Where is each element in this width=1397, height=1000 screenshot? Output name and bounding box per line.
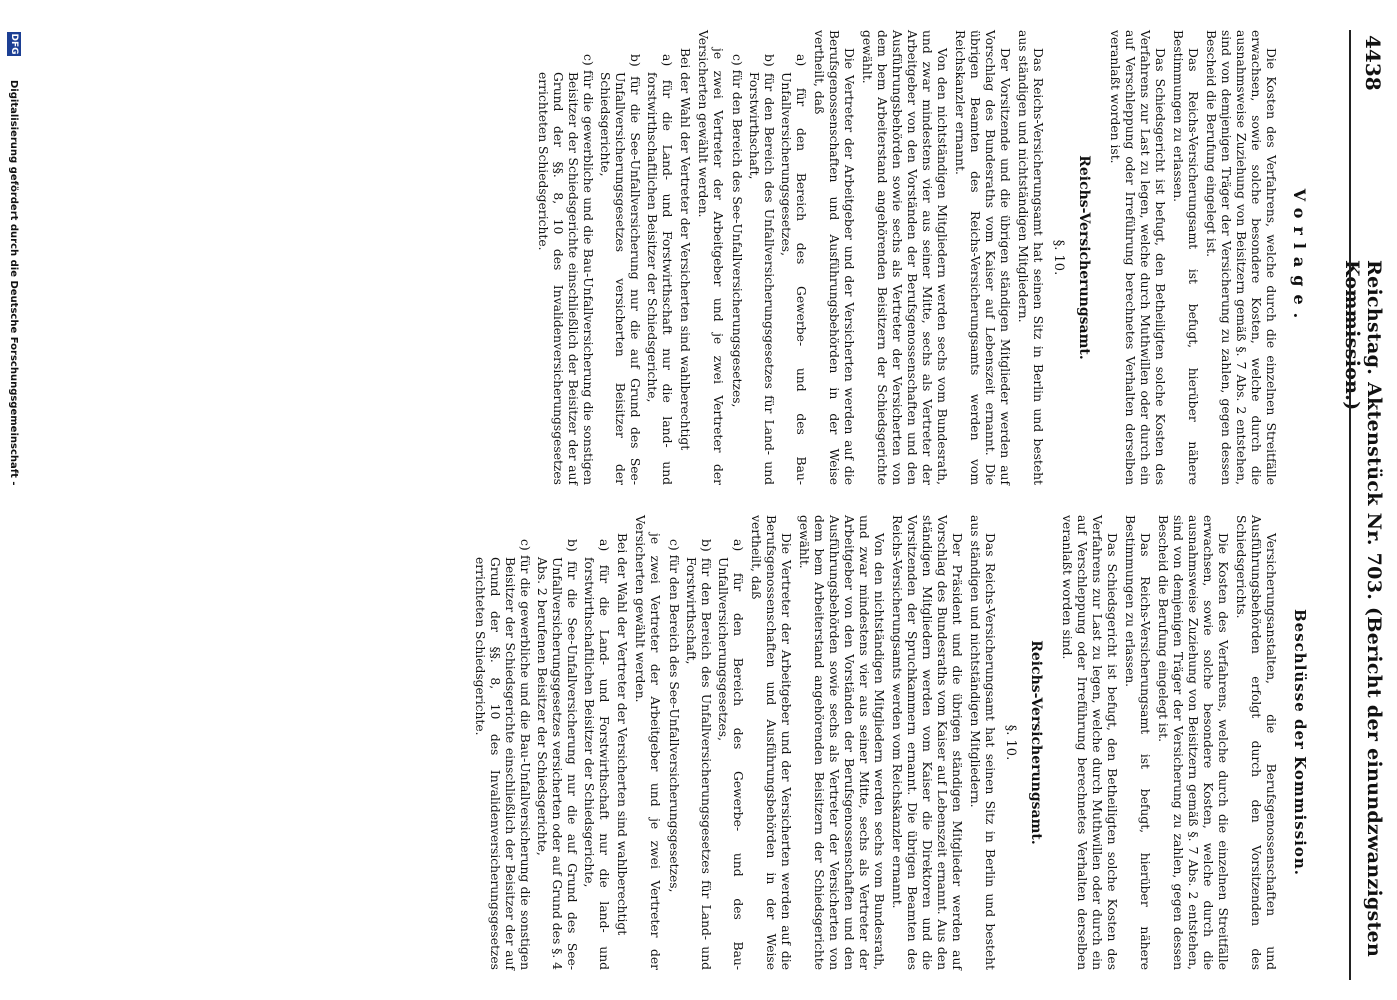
list bbox=[666, 515, 745, 970]
list-item: a) für die Land- und Forstwirthschaft nur die land- und forstwirthschaftlichen Beisitzer der Schiedsgerichte, bbox=[582, 539, 611, 970]
column-title: Beschlüsse der Kommission. bbox=[1291, 609, 1309, 876]
page-number: 4438 bbox=[1361, 35, 1385, 91]
dfg-logo-icon: DFG bbox=[9, 33, 19, 55]
paragraph: Die Vertreter der Arbeitgeber und der Versicherten werden auf die Berufsgenossenschaften und Ausführungsbehörden in der Weise vertheilt, daß bbox=[812, 30, 856, 485]
list-item: c) für die gewerbliche und die Bau-Unfallversicherung die sonstigen Beisitzer der Schiedsgerichte einschließlich der Beisitzer der auf Grund der §§. 8, 10 des Invalidenversicherungsgesetzes errichteten Schiedsgerichte. bbox=[473, 539, 532, 970]
header-rule bbox=[1349, 30, 1351, 980]
paragraph: Das Reichs-Versicherungsamt ist befugt, hierüber nähere Bestimmungen zu erlassen. bbox=[1123, 515, 1152, 970]
list-item: c) für den Bereich des See-Unfallversicherungsgesetzes, bbox=[730, 54, 744, 408]
paragraph: Die Kosten des Verfahrens, welche durch die einzelnen Streitfälle erwachsen, sowie solche besondere Kosten, welche durch die ausnahmsweise Zuziehung von Beisitzern gemäß §. 7 Abs. 2 entstehen, sind von demjenigen Träger der Versicherung zu zahlen, gegen dessen Bescheid die Berufung eingelegt ist. bbox=[1156, 515, 1230, 970]
list bbox=[472, 515, 611, 970]
paragraph: Bei der Wahl der Vertreter der Versicherten sind wahlberechtigt bbox=[678, 48, 692, 451]
digitization-credit: Digitalisierung gefördert durch die Deutsche Forschungsgemeinschaft - bbox=[8, 80, 19, 486]
paragraph: Bei der Wahl der Vertreter der Versicherten sind wahlberechtigt bbox=[615, 533, 629, 936]
paragraph: Das Reichs-Versicherungsamt hat seinen Sitz in Berlin und besteht aus ständigen und nichtständigen Mitgliedern. bbox=[1016, 30, 1045, 485]
paragraph: Das Reichs-Versicherungsamt hat seinen Sitz in Berlin und besteht aus ständigen und nichtständigen Mitgliedern. bbox=[968, 515, 997, 970]
header-title: Reichstag. Aktenstück Nr. 703. (Bericht der einundzwanzigsten Kommission.) bbox=[1341, 260, 1385, 958]
list bbox=[535, 30, 674, 485]
paragraph-number: §. 10. bbox=[1051, 239, 1066, 276]
page-header bbox=[1337, 0, 1397, 1000]
paragraph: je zwei Vertreter der Arbeitgeber und je zwei Vertreter der Versicherten gewählt werden. bbox=[633, 515, 662, 970]
list-item: a) für die Land- und Forstwirthschaft nur die land- und forstwirthschaftlichen Beisitzer der Schiedsgerichte, bbox=[645, 54, 674, 485]
paragraph: Von den nichtständigen Mitgliedern werden sechs vom Bundesrath, und zwar mindestens vier aus seiner Mitte, sechs als Vertreter der Arbeitgeber von den Vorständen der Berufsgenossenschaften und den Ausführungsbehörden sowie sechs als Vertreter der Versicherten von dem bem Arbeiterstand angehörenden Beisitzern der Schiedsgerichte gewählt. bbox=[860, 30, 949, 485]
paragraph: Das Reichs-Versicherungsamt ist befugt, hierüber nähere Bestimmungen zu erlassen. bbox=[1171, 30, 1200, 485]
section-title: Reichs-Versicherungsamt. bbox=[1076, 155, 1092, 360]
list-item: b) für die See-Unfallversicherung nur die auf Grund des See-Unfallversicherungsgesetzes versicherten oder auf Grund des §. 4 Abs. 2 berufenen Beisitzer der Schiedsgerichte, bbox=[535, 539, 579, 970]
list bbox=[729, 30, 808, 485]
paragraph: je zwei Vertreter der Arbeitgeber und je zwei Vertreter der Versicherten gewählt werden. bbox=[696, 30, 725, 485]
list-item: a) für den Bereich des Gewerbe- und des Bau-Unfallversicherungsgesetzes, bbox=[716, 539, 745, 970]
column-vorlage bbox=[531, 30, 1307, 485]
paragraph: Die Vertreter der Arbeitgeber und der Versicherten werden auf die Berufsgenossenschaften und Ausführungsbehörden in der Weise vertheilt, daß bbox=[749, 515, 793, 970]
paragraph: Versicherungsanstalten, die Berufsgenossenschaften und Ausführungsbehörden erfolgt durch den Vorsitzenden des Schiedsgerichts. bbox=[1234, 515, 1278, 970]
paragraph: Das Schiedsgericht ist befugt, den Betheiligten solche Kosten des Verfahrens zur Last zu legen, welche durch Muthwillen oder durch ein auf Verschleppung oder Irreführung berechnetes Verhalten derselben veranlaßt worden ist. bbox=[1108, 30, 1167, 485]
paragraph: Der Vorsitzende und die übrigen ständigen Mitglieder werden auf Vorschlag des Bundesraths vom Kaiser auf Lebenszeit ernannt. Die übrigen Beamten des Reichs-Versicherungsamts werden vom Reichskanzler ernannt. bbox=[953, 30, 1012, 485]
list-item: b) für den Bereich des Unfallversicherungsgesetzes für Land- und Forstwirthschaft, bbox=[684, 539, 713, 970]
paragraph: Die Kosten des Verfahrens, welche durch die einzelnen Streitfälle erwachsen, sowie solche besondere Kosten, welche durch die ausnahmsweise Zuziehung von Beisitzern gemäß §. 7 Abs. 2 entstehen, sind von demjenigen Träger der Versicherung zu zahlen, gegen dessen Bescheid die Berufung eingelegt ist. bbox=[1204, 30, 1278, 485]
paragraph: Von den nichtständigen Mitgliedern werden sechs vom Bundesrath, und zwar mindestens vier aus seiner Mitte, sechs als Vertreter der Arbeitgeber von den Vorständen der Berufsgenossenschaften und den Ausführungsbehörden sowie sechs als Vertreter der Versicherten von dem bem Arbeiterstand angehörenden Beisitzern der Schiedsgerichte gewählt. bbox=[797, 515, 886, 970]
paragraph: Das Schiedsgericht ist befugt, den Betheiligten solche Kosten des Verfahrens zur Last zu legen, welche durch Muthwillen oder durch ein auf Verschleppung oder Irreführung berechnetes Verhalten derselben veranlaßt worden sind. bbox=[1060, 515, 1119, 970]
paragraph-number: §. 10. bbox=[1003, 724, 1018, 761]
list-item: a) für den Bereich des Gewerbe- und des Bau-Unfallversicherungsgesetzes, bbox=[779, 54, 808, 485]
column-beschluesse bbox=[468, 515, 1307, 970]
list-item: c) für die gewerbliche und die Bau-Unfallversicherung die sonstigen Beisitzer der Schiedsgerichte einschließlich der Beisitzer der auf Grund der §§. 8, 10 des Invalidenversicherungsgesetzes errichteten Schiedsgerichte. bbox=[536, 54, 595, 485]
list-item: b) für den Bereich des Unfallversicherungsgesetzes für Land- und Forstwirthschaft, bbox=[747, 54, 776, 485]
paragraph: Der Präsident und die übrigen ständigen Mitglieder werden auf Vorschlag des Bundesraths vom Kaiser auf Lebenszeit ernannt. Aus den ständigen Mitgliedern werden vom Kaiser die Direktoren und die Vorsitzenden der Spruchkammern ernannt. Die übrigen Beamten des Reichs-Versicherungsamts werden vom Reichskanzler ernannt. bbox=[890, 515, 964, 970]
section-title: Reichs-Versicherungsamt. bbox=[1028, 640, 1044, 845]
list-item: b) für die See-Unfallversicherung nur die auf Grund des See-Unfallversicherungsgesetzes versicherten Beisitzer der Schiedsgerichte, bbox=[598, 54, 642, 485]
column-title: Vorlage. bbox=[1290, 188, 1309, 327]
list-item: c) für den Bereich des See-Unfallversicherungsgesetzes, bbox=[667, 539, 681, 893]
